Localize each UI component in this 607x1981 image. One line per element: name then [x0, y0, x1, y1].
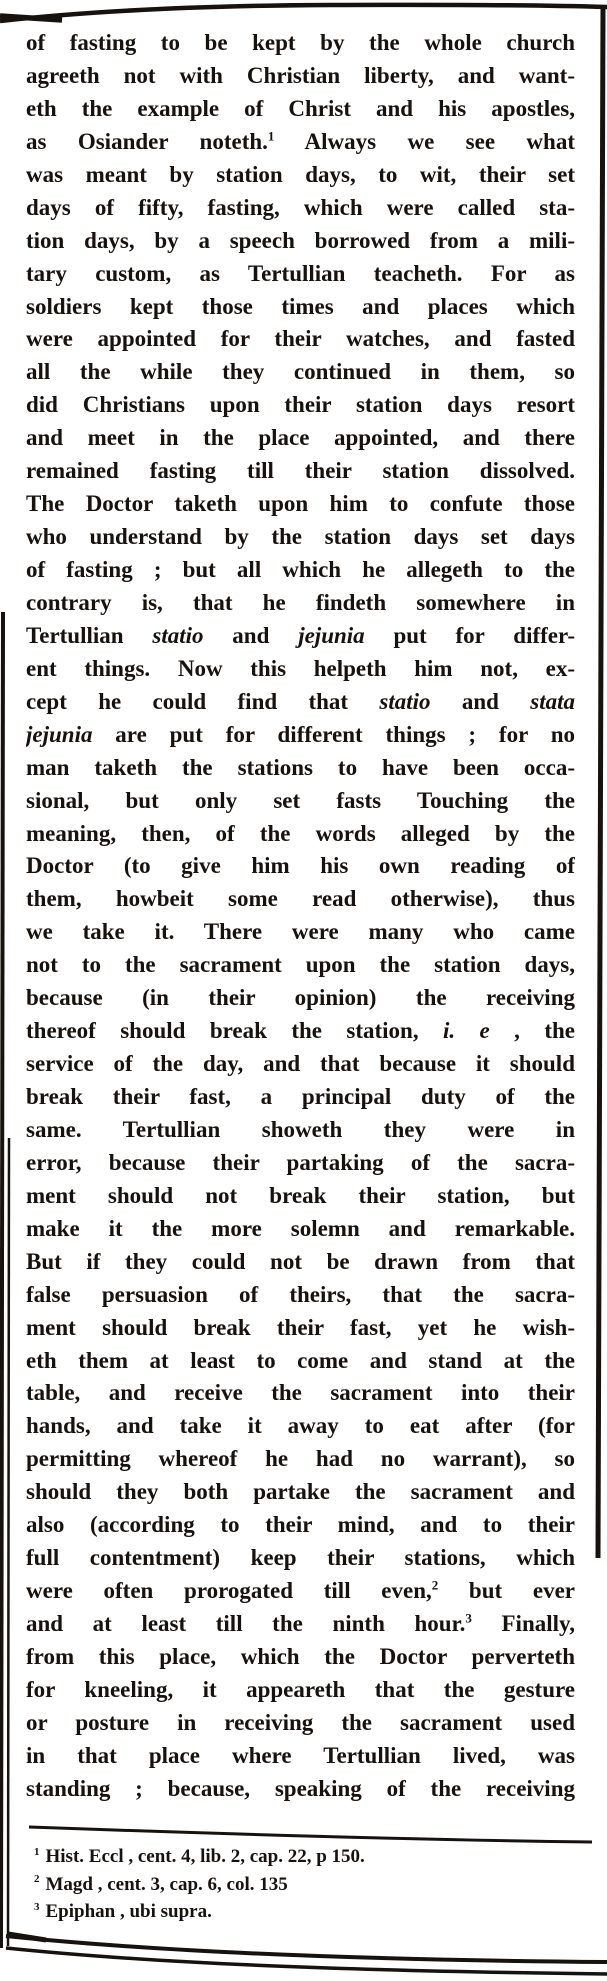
footnote-marker: 2 [431, 1577, 439, 1593]
text-line: all the while they continued in them, so [26, 359, 575, 385]
text-line: were often prorogated till even,$^2$ but ever [26, 1577, 575, 1604]
text-line: Doctor (to give him his own reading of [26, 853, 575, 879]
page-border-top-left-dash [0, 16, 62, 20]
page-border-bottom-1 [6, 1936, 607, 1962]
text-line: man taketh the stations to have been occa- [26, 754, 575, 780]
text-line: of fasting to be kept by the whole church [26, 30, 575, 55]
text-line: Tertullian statio and jejunia put for differ- [26, 622, 575, 648]
text-line: should they both partake the sacrament and [26, 1479, 575, 1505]
main-text [26, 27, 575, 1806]
text-line: hands, and take it away to eat after (for [26, 1413, 575, 1439]
text-line: make it the more solemn and remarkable. [26, 1215, 575, 1241]
footnote-marker: 1 [267, 128, 275, 144]
text-line: The Doctor taketh upon him to confute those [26, 491, 575, 517]
text-line: ment should not break their station, but [26, 1182, 575, 1208]
footnote-marker: 1 [34, 1845, 40, 1858]
text-line: eth the example of Christ and his apostles, [26, 95, 575, 121]
text-line: tion days, by a speech borrowed from a mili- [26, 227, 575, 253]
text-line: service of the day, and that because it should [26, 1051, 575, 1077]
text-line: thereof should break the station, i. e , the [26, 1018, 575, 1044]
text-line: full contentment) keep their stations, which [26, 1545, 575, 1571]
text-line: of fasting ; but all which he allegeth to the [26, 557, 575, 582]
text-line: cept he could find that statio and stata [26, 688, 575, 714]
text-line: ent things. Now this helpeth him not, ex- [26, 655, 575, 681]
text-line: permitting whereof he had no warrant), so [26, 1446, 575, 1472]
text-line: same. Tertullian showeth they were in [26, 1116, 575, 1142]
text-line: But if they could not be drawn from that [26, 1248, 575, 1274]
footnote-marker: 3 [465, 1610, 472, 1626]
text-line: contrary is, that he findeth somewhere in [26, 589, 575, 615]
footnote-item [34, 1843, 564, 1871]
text-line: not to the sacrament upon the station days, [26, 952, 575, 978]
page-border-bottom-2 [6, 1948, 607, 1974]
text-line: them, howbeit some read otherwise), thus [26, 886, 575, 912]
text-line: error, because their partaking of the sacra- [26, 1149, 575, 1175]
text-line: also (according to their mind, and to their [26, 1512, 575, 1538]
text-line: was meant by station days, to wit, their set [26, 161, 575, 187]
text-line: who understand by the station days set days [26, 524, 575, 550]
footnote-item [34, 1871, 564, 1899]
page-border-left [1, 612, 3, 1948]
text-line: meaning, then, of the words alleged by the [26, 820, 575, 846]
text-line: did Christians upon their station days resort [26, 392, 575, 418]
footnotes [34, 1843, 564, 1926]
page-border-left-inner [8, 1138, 9, 1946]
text-line: because (in their opinion) the receiving [26, 985, 575, 1011]
footnote-separator [29, 1827, 592, 1842]
text-line: we take it. There were many who came [26, 919, 575, 945]
text-line: agreeth not with Christian liberty, and want- [26, 62, 575, 88]
text-line: from this place, which the Doctor perverteth [26, 1643, 575, 1669]
footnote-text: Epiphan , ubi supra. [45, 1901, 212, 1922]
text-line: and at least till the ninth hour.$^3$ Finally, [26, 1610, 575, 1636]
text-line: soldiers kept those times and places which [26, 293, 575, 319]
page-border-right [598, 8, 603, 1558]
page-border-top [0, 5, 607, 21]
text-line: and meet in the place appointed, and there [26, 425, 575, 451]
text-line: jejunia are put for different things ; for no [26, 721, 575, 747]
footnote-text: Hist. Eccl , cent. 4, lib. 2, cap. 22, p 150. [45, 1846, 365, 1867]
text-line: for kneeling, it appeareth that the gesture [26, 1676, 575, 1702]
text-line: tary custom, as Tertullian teacheth. For as [26, 260, 575, 286]
footnote-marker: 3 [34, 1900, 40, 1913]
text-line: ment should break their fast, yet he wish- [26, 1314, 575, 1340]
text-line: table, and receive the sacrament into their [26, 1380, 575, 1406]
text-line: as Osiander noteth.$^1$ Always we see what [26, 128, 575, 154]
text-line: days of fifty, fasting, which were called sta- [26, 194, 575, 220]
text-line: break their fast, a principal duty of the [26, 1084, 575, 1109]
text-line: remained fasting till their station dissolved. [26, 458, 575, 484]
text-line: eth them at least to come and stand at the [26, 1347, 575, 1373]
footnote-item [34, 1898, 564, 1926]
footnote-marker: 2 [34, 1873, 40, 1886]
page-border-bottom-left-dash [8, 1934, 46, 1940]
text-line: false persuasion of theirs, that the sacra- [26, 1281, 575, 1307]
text-line: standing ; because, speaking of the receiving [26, 1775, 575, 1801]
text-line: in that place where Tertullian lived, was [26, 1742, 575, 1768]
text-line: were appointed for their watches, and fasted [26, 326, 575, 352]
footnote-text: Magd , cent. 3, cap. 6, col. 135 [45, 1873, 288, 1895]
text-line: sional, but only set fasts Touching the [26, 787, 575, 813]
text-line: or posture in receiving the sacrament used [26, 1709, 575, 1735]
